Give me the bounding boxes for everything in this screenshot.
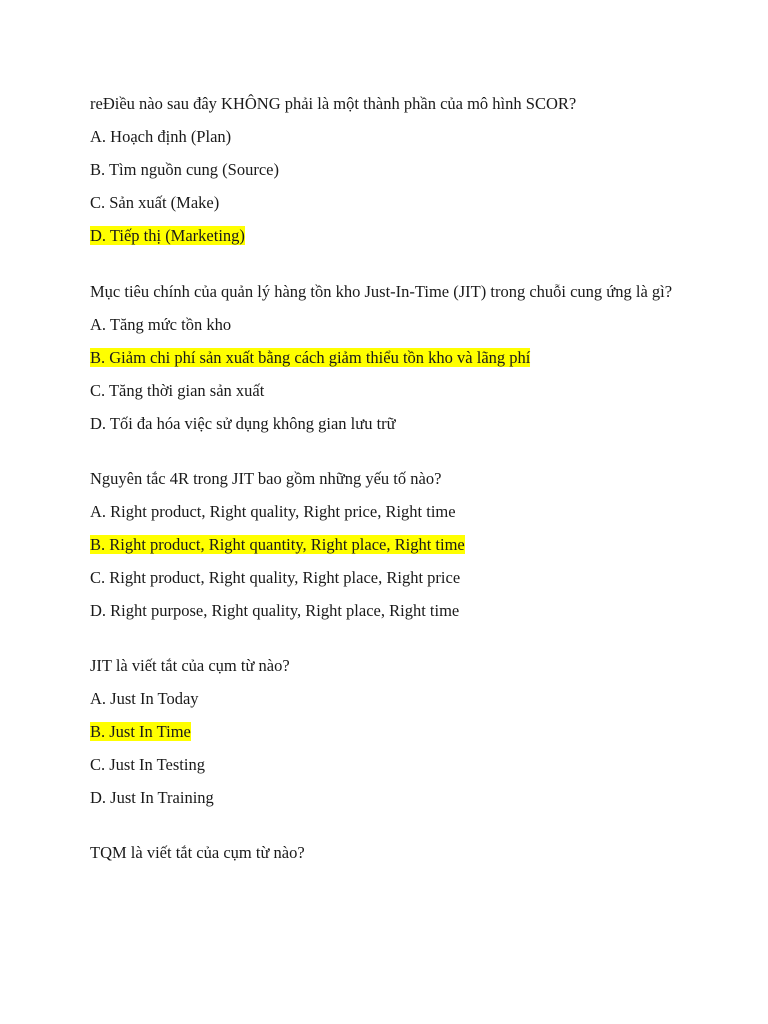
answer-option-a: A. Just In Today [90,689,199,708]
answer-option-d: D. Just In Training [90,788,214,807]
answer-option-b: B. Tìm nguồn cung (Source) [90,160,279,179]
document-page [90,92,680,896]
question-block-1 [90,92,680,247]
answer-option-a: A. Tăng mức tồn kho [90,315,232,334]
answer-option-d: D. Right purpose, Right quality, Right place, Right time [90,601,460,620]
question-text: JIT là viết tắt của cụm từ nào? [90,656,290,675]
question-text: Mục tiêu chính của quản lý hàng tồn kho Just-In-Time (JIT) trong chuỗi cung ứng là gì? [90,282,673,301]
answer-option-d: D. Tối đa hóa việc sử dụng không gian lưu trữ [90,414,396,433]
answer-option-b-correct: B. Giảm chi phí sản xuất bằng cách giảm thiểu tồn kho và lãng phí [90,348,531,367]
answer-option-c: C. Right product, Right quality, Right place, Right price [90,568,461,587]
answer-option-b-correct: B. Just In Time [90,722,191,741]
question-block-4 [90,654,680,809]
question-block-2 [90,280,680,435]
answer-option-c: C. Tăng thời gian sản xuất [90,381,265,400]
answer-option-a: A. Hoạch định (Plan) [90,127,232,146]
question-text: TQM là viết tắt của cụm từ nào? [90,843,305,862]
question-block-3 [90,467,680,622]
answer-option-d-correct: D. Tiếp thị (Marketing) [90,226,245,245]
answer-option-b-correct: B. Right product, Right quantity, Right place, Right time [90,535,465,554]
question-text: reĐiều nào sau đây KHÔNG phải là một thành phần của mô hình SCOR? [90,94,577,113]
answer-option-c: C. Just In Testing [90,755,205,774]
answer-option-a: A. Right product, Right quality, Right price, Right time [90,502,456,521]
answer-option-c: C. Sản xuất (Make) [90,193,220,212]
question-block-5 [90,841,680,864]
question-text: Nguyên tắc 4R trong JIT bao gồm những yếu tố nào? [90,469,442,488]
